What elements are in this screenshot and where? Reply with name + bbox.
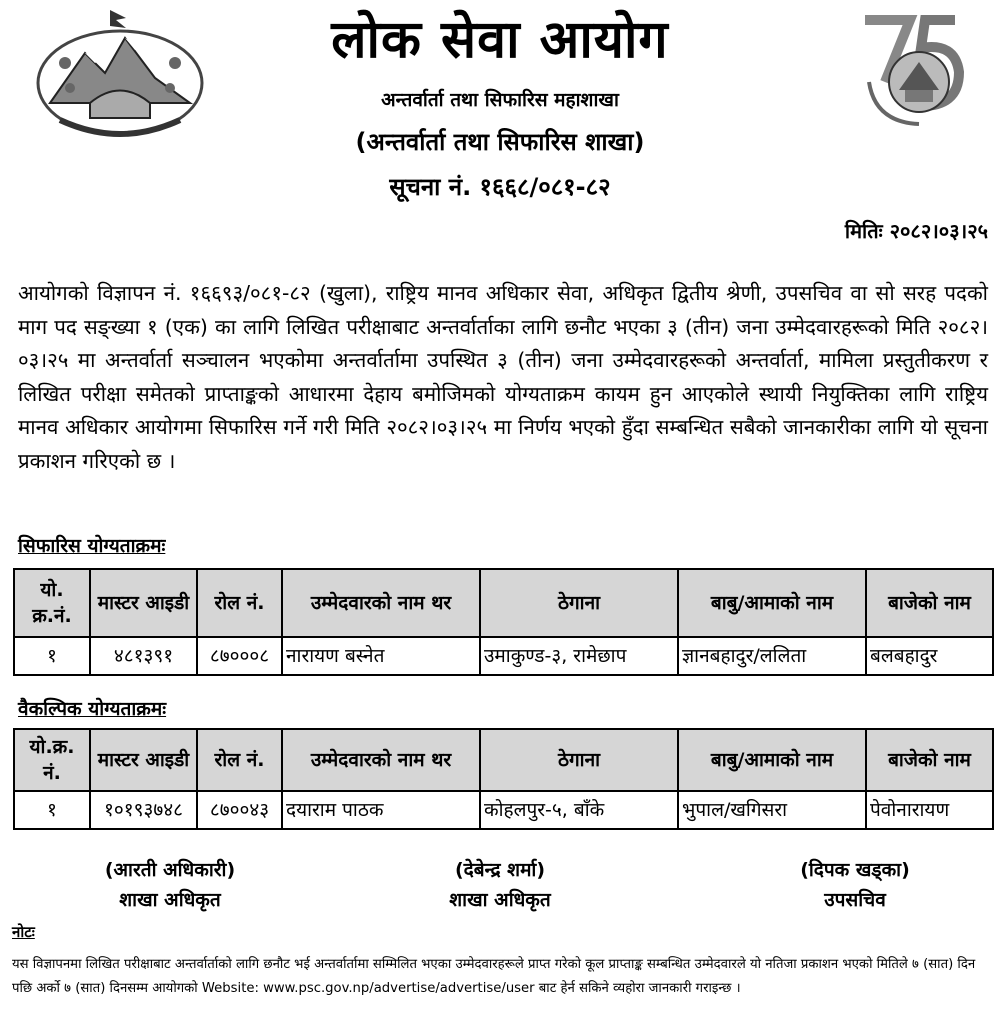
alternate-merit-table xyxy=(13,728,994,830)
serial-cell: १ xyxy=(14,791,90,829)
signature-block xyxy=(745,855,965,915)
table-row xyxy=(14,637,993,675)
note-text: यस विज्ञापनमा लिखित परीक्षाबाट अन्तर्वार्ताको लागि छनौट भई अन्तर्वार्तामा सम्मिलित भएका उम्मेदवारहरूले प्राप्त गरेको कूल प्राप्ताङ्क सम्बन्धित उम्मेदवारले यो नतिजा प्रकाशन भएको मितिले ७ (सात) दिन पछि अर्को ७ (सात) दिनसम्म आयोगको Website: www.psc.gov.np/advertise/advertise/user बाट हेर्न सकिने व्यहोरा जानकारी गराइन्छ । xyxy=(12,957,976,996)
column-header: बाजेको नाम xyxy=(866,729,993,791)
column-header: बाबु/आमाको नाम xyxy=(678,569,866,637)
column-header: बाजेको नाम xyxy=(866,569,993,637)
serial-cell: १ xyxy=(14,637,90,675)
grandfather-name-cell: बलबहादुर xyxy=(866,637,993,675)
section-name: (अन्तर्वार्ता तथा सिफारिस शाखा) xyxy=(355,128,645,156)
alternate-merit-label: वैकल्पिक योग्यताक्रमः xyxy=(18,698,167,720)
candidate-name-cell: दयाराम पाठक xyxy=(282,791,480,829)
grandfather-name-cell: पेवोनारायण xyxy=(866,791,993,829)
column-header: ठेगाना xyxy=(480,569,678,637)
master-id-cell: ४८१३९१ xyxy=(90,637,197,675)
address-cell: उमाकुण्ड-३, रामेछाप xyxy=(480,637,678,675)
table-header-row xyxy=(14,569,993,637)
notice-date: मितिः २०८२।०३।२५ xyxy=(844,219,988,243)
column-header: उम्मेदवारको नाम थर xyxy=(282,729,480,791)
page-title: लोक सेवा आयोग xyxy=(331,10,669,70)
candidate-name-cell: नारायण बस्नेत xyxy=(282,637,480,675)
signatory-title: उपसचिव xyxy=(824,889,886,911)
roll-no-cell: ८७००४३ xyxy=(197,791,282,829)
signatory-title: शाखा अधिकृत xyxy=(119,889,221,911)
recommended-merit-label: सिफारिस योग्यताक्रमः xyxy=(18,535,166,557)
column-header: रोल नं. xyxy=(197,569,282,637)
signature-block xyxy=(60,855,280,915)
column-header: बाबु/आमाको नाम xyxy=(678,729,866,791)
table-header-row xyxy=(14,729,993,791)
column-header: उम्मेदवारको नाम थर xyxy=(282,569,480,637)
column-header: यो. क्र.नं. xyxy=(14,569,90,637)
note-label: नोटः xyxy=(12,923,35,941)
column-header: यो.क्र. नं. xyxy=(14,729,90,791)
column-header: मास्टर आइडी xyxy=(90,569,197,637)
parents-name-cell: ज्ञानबहादुर/ललिता xyxy=(678,637,866,675)
signatory-title: शाखा अधिकृत xyxy=(449,889,551,911)
signature-block xyxy=(390,855,610,915)
column-header: रोल नं. xyxy=(197,729,282,791)
roll-no-cell: ८७०००८ xyxy=(197,637,282,675)
notice-number: सूचना नं. १६६८/०८१-८२ xyxy=(389,173,611,201)
table-row xyxy=(14,791,993,829)
column-header: ठेगाना xyxy=(480,729,678,791)
division-name: अन्तर्वार्ता तथा सिफारिस महाशाखा xyxy=(381,89,619,111)
recommended-merit-table xyxy=(13,568,994,676)
signatory-name: (आरती अधिकारी) xyxy=(104,859,236,881)
master-id-cell: १०१९३७४८ xyxy=(90,791,197,829)
notice-paragraph: आयोगको विज्ञापन नं. १६६९३/०८१-८२ (खुला), राष्ट्रिय मानव अधिकार सेवा, अधिकृत द्वितीय श्रेणी, उपसचिव वा सो सरह पदको माग पद सङ्ख्या १ (एक) का लागि लिखित परीक्षाबाट अन्तर्वार्ताका लागि छनौट भएका ३ (तीन) जना उम्मेदवारहरूको मिति २०८२।०३।२५ मा अन्तर्वार्ता सञ्चालन भएकोमा अन्तर्वार्तामा उपस्थित ३ (तीन) जना उम्मेदवारहरूको अन्तर्वार्ता, मामिला प्रस्तुतीकरण र लिखित परीक्षा समेतको प्राप्ताङ्कको आधारमा देहाय बमोजिमको योग्यताक्रम कायम हुन आएकोले स्थायी नियुक्तिका लागि राष्ट्रिय मानव अधिकार आयोगमा सिफारिस गर्ने गरी मिति २०८२।०३।२५ मा निर्णय भएको हुँदा सम्बन्धित सबैको जानकारीका लागि यो सूचना प्रकाशन गरिएको छ । xyxy=(18,281,988,473)
signatory-name: (दिपक खड्का) xyxy=(800,859,910,881)
address-cell: कोहलपुर-५, बाँके xyxy=(480,791,678,829)
signatory-name: (देबेन्द्र शर्मा) xyxy=(454,859,546,881)
column-header: मास्टर आइडी xyxy=(90,729,197,791)
parents-name-cell: भुपाल/खगिसरा xyxy=(678,791,866,829)
